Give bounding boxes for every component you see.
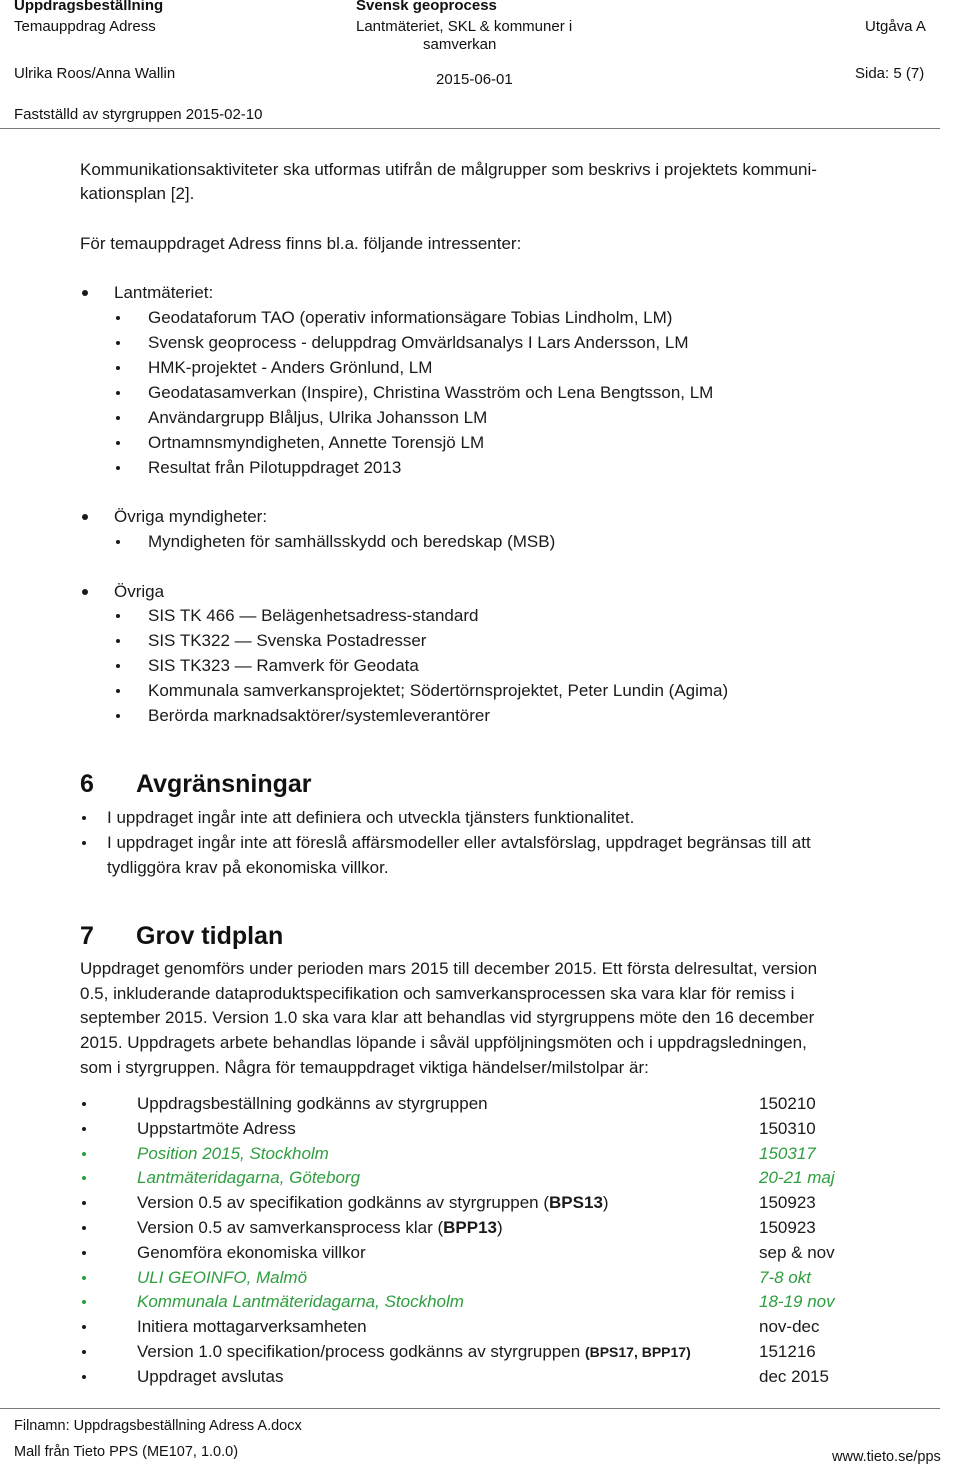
milestone-label — [137, 1166, 360, 1191]
section-6-bullet: I uppdraget ingår inte att definiera och utveckla tjänsters funktionalitet. — [107, 808, 635, 827]
bullet-icon — [82, 1152, 86, 1156]
bullet-icon — [82, 1375, 86, 1379]
bullet-icon — [116, 441, 120, 445]
header-date: 2015-06-01 — [436, 71, 513, 88]
milestone-date: 20-21 maj — [759, 1168, 835, 1188]
stakeholder-item: Geodataforum TAO (operativ informationsägare Tobias Lindholm, LM) — [148, 308, 673, 327]
header-authors: Ulrika Roos/Anna Wallin — [14, 65, 176, 82]
header-org-line2: samverkan — [423, 36, 497, 53]
bullet-icon — [116, 614, 120, 618]
intro-line-2: kationsplan [2]. — [80, 184, 195, 203]
section-6-bullet-cont: tydliggöra krav på ekonomiska villkor. — [107, 858, 389, 877]
milestone-text: Uppstartmöte Adress — [137, 1118, 296, 1138]
header-org-line1: Lantmäteriet, SKL & kommuner i — [356, 18, 573, 35]
milestone-code: (BPS17, BPP17) — [584, 1344, 691, 1360]
stakeholder-item: Kommunala samverkansprojektet; Södertörnsprojektet, Peter Lundin (Agima) — [148, 681, 729, 700]
bullet-icon — [116, 316, 120, 320]
bullet-icon — [82, 290, 88, 296]
bullet-icon — [116, 341, 120, 345]
bullet-icon — [116, 639, 120, 643]
section-6-bullet: I uppdraget ingår inte att föreslå affärsmodeller eller avtalsförslag, uppdraget begränsas till att — [107, 833, 811, 852]
stakeholder-item: SIS TK 466 — Belägenhetsadress-standard — [148, 606, 479, 625]
milestone-code: BPP13 — [443, 1218, 497, 1237]
stakeholder-item: HMK-projektet - Anders Grönlund, LM — [148, 358, 433, 377]
milestone-label — [137, 1241, 366, 1266]
stakeholder-group-label: Övriga — [114, 582, 165, 601]
bullet-icon — [82, 514, 88, 520]
bullet-icon — [82, 1127, 86, 1131]
milestone-date: 7-8 okt — [759, 1267, 811, 1287]
section-7-paragraph-line: som i styrgruppen. Några för temauppdraget viktiga händelser/milstolpar är: — [80, 1058, 649, 1077]
milestone-label — [137, 1315, 367, 1340]
bullet-icon — [116, 416, 120, 420]
bullet-icon — [116, 466, 120, 470]
milestone-label — [137, 1290, 464, 1315]
milestone-text: Lantmäteridagarna, Göteborg — [137, 1168, 361, 1188]
milestone-text: Initiera mottagarverksamheten — [137, 1317, 367, 1337]
bullet-icon — [116, 689, 120, 693]
header-version: Utgåva A — [865, 18, 926, 35]
header-rule — [0, 128, 940, 129]
bullet-icon — [82, 816, 86, 820]
header-approved: Fastställd av styrgruppen 2015-02-10 — [14, 106, 263, 123]
footer-template: Mall från Tieto PPS (ME107, 1.0.0) — [14, 1444, 239, 1460]
bullet-icon — [82, 1300, 86, 1304]
bullet-icon — [116, 540, 120, 544]
milestone-code: BPS13 — [549, 1193, 603, 1213]
bullet-icon — [82, 1251, 86, 1255]
footer-filename: Filnamn: Uppdragsbeställning Adress A.docx — [14, 1418, 302, 1434]
milestone-text: ULI GEOINFO, Malmö — [137, 1267, 308, 1287]
bullet-icon — [82, 841, 86, 845]
milestone-date: dec 2015 — [759, 1366, 829, 1386]
bullet-icon — [82, 1226, 86, 1230]
section-7-paragraph-line: september 2015. Version 1.0 ska vara klar att behandlas vid styrgruppens möte den 16 december — [80, 1008, 815, 1027]
milestone-label — [137, 1266, 307, 1291]
milestone-text: Kommunala Lantmäteridagarna, Stockholm — [137, 1292, 464, 1312]
stakeholder-item: Resultat från Pilotuppdraget 2013 — [148, 458, 402, 477]
milestone-text: ) — [497, 1218, 503, 1237]
milestone-date: sep & nov — [759, 1242, 835, 1262]
intro-line-1: Kommunikationsaktiviteter ska utformas utifrån de målgrupper som beskrivs i projektets kommuni- — [80, 160, 817, 179]
milestone-text: Version 0.5 av samverkansprocess klar ( — [137, 1218, 444, 1237]
header-doc-type: Uppdragsbeställning — [14, 0, 164, 14]
milestone-date: nov-dec — [759, 1317, 820, 1337]
bullet-icon — [82, 1102, 86, 1106]
milestone-label — [137, 1117, 296, 1142]
stakeholder-group-label: Övriga myndigheter: — [114, 507, 268, 526]
milestone-text: Version 0.5 av specifikation godkänns av styrgruppen ( — [137, 1193, 550, 1213]
section-7-paragraph-line: 2015. Uppdragets arbete behandlas löpande i såväl uppföljningsmöten och i uppdragsledningen, — [80, 1033, 807, 1052]
milestone-text: ) — [602, 1193, 609, 1213]
bullet-icon — [82, 1176, 86, 1180]
milestone-text: Genomföra ekonomiska villkor — [137, 1242, 366, 1262]
milestone-label — [137, 1142, 329, 1167]
bullet-icon — [116, 391, 120, 395]
stakeholder-item: Berörda marknadsaktörer/systemleverantörer — [148, 706, 491, 725]
bullet-icon — [82, 1325, 86, 1329]
bullet-icon — [116, 714, 120, 718]
milestone-text: Position 2015, Stockholm — [137, 1143, 329, 1163]
section-7-title: Grov tidplan — [136, 922, 284, 950]
stakeholder-group-label: Lantmäteriet: — [114, 283, 214, 302]
milestone-date: 150923 — [759, 1218, 816, 1237]
stakeholder-item: Myndigheten för samhällsskydd och beredskap (MSB) — [148, 532, 556, 551]
milestone-label — [137, 1092, 488, 1117]
milestone-text: Uppdragsbeställning godkänns av styrgruppen — [137, 1094, 488, 1113]
section-6-title: Avgränsningar — [136, 770, 312, 798]
milestone-date: 150923 — [759, 1193, 816, 1213]
milestone-date: 150317 — [759, 1143, 816, 1163]
bullet-icon — [82, 589, 88, 595]
milestone-text: Uppdraget avslutas — [137, 1366, 284, 1386]
bullet-icon — [82, 1350, 86, 1354]
milestone-date: 18-19 nov — [759, 1292, 835, 1312]
section-7-number: 7 — [80, 922, 94, 950]
footer-rule — [0, 1408, 940, 1409]
stakeholder-item: Geodatasamverkan (Inspire), Christina Wasström och Lena Bengtsson, LM — [148, 383, 714, 402]
milestone-date: 151216 — [759, 1342, 816, 1361]
intro-line-3: För temauppdraget Adress finns bl.a. följande intressenter: — [80, 234, 522, 253]
milestone-date: 150310 — [759, 1118, 816, 1138]
section-6-number: 6 — [80, 770, 94, 798]
section-7-paragraph-line: Uppdraget genomförs under perioden mars 2015 till december 2015. Ett första delresultat, version — [80, 959, 818, 978]
milestone-label — [137, 1191, 609, 1216]
stakeholder-item: SIS TK323 — Ramverk för Geodata — [148, 656, 419, 675]
header-page: Sida: 5 (7) — [855, 65, 925, 82]
milestone-label — [137, 1365, 283, 1390]
milestone-text: Version 1.0 specifikation/process godkänns av styrgruppen — [137, 1342, 585, 1361]
bullet-icon — [116, 664, 120, 668]
milestone-date: 150210 — [759, 1094, 816, 1113]
stakeholder-item: Ortnamnsmyndigheten, Annette Torensjö LM — [148, 433, 485, 452]
bullet-icon — [82, 1276, 86, 1280]
bullet-icon — [82, 1201, 86, 1205]
milestone-label — [137, 1340, 691, 1365]
stakeholder-item: Svensk geoprocess - deluppdrag Omvärldsanalys I Lars Andersson, LM — [148, 333, 689, 352]
stakeholder-item: SIS TK322 — Svenska Postadresser — [148, 631, 427, 650]
stakeholder-item: Användargrupp Blåljus, Ulrika Johansson LM — [148, 408, 488, 427]
bullet-icon — [116, 366, 120, 370]
milestone-label — [137, 1216, 503, 1241]
header-doc-title: Temauppdrag Adress — [14, 18, 156, 35]
footer-url: www.tieto.se/pps — [832, 1449, 941, 1465]
header-project: Svensk geoprocess — [356, 0, 497, 14]
section-7-paragraph-line: 0.5, inkluderande dataproduktspecifikation och samverkansprocessen ska vara klar för remiss i — [80, 984, 795, 1003]
